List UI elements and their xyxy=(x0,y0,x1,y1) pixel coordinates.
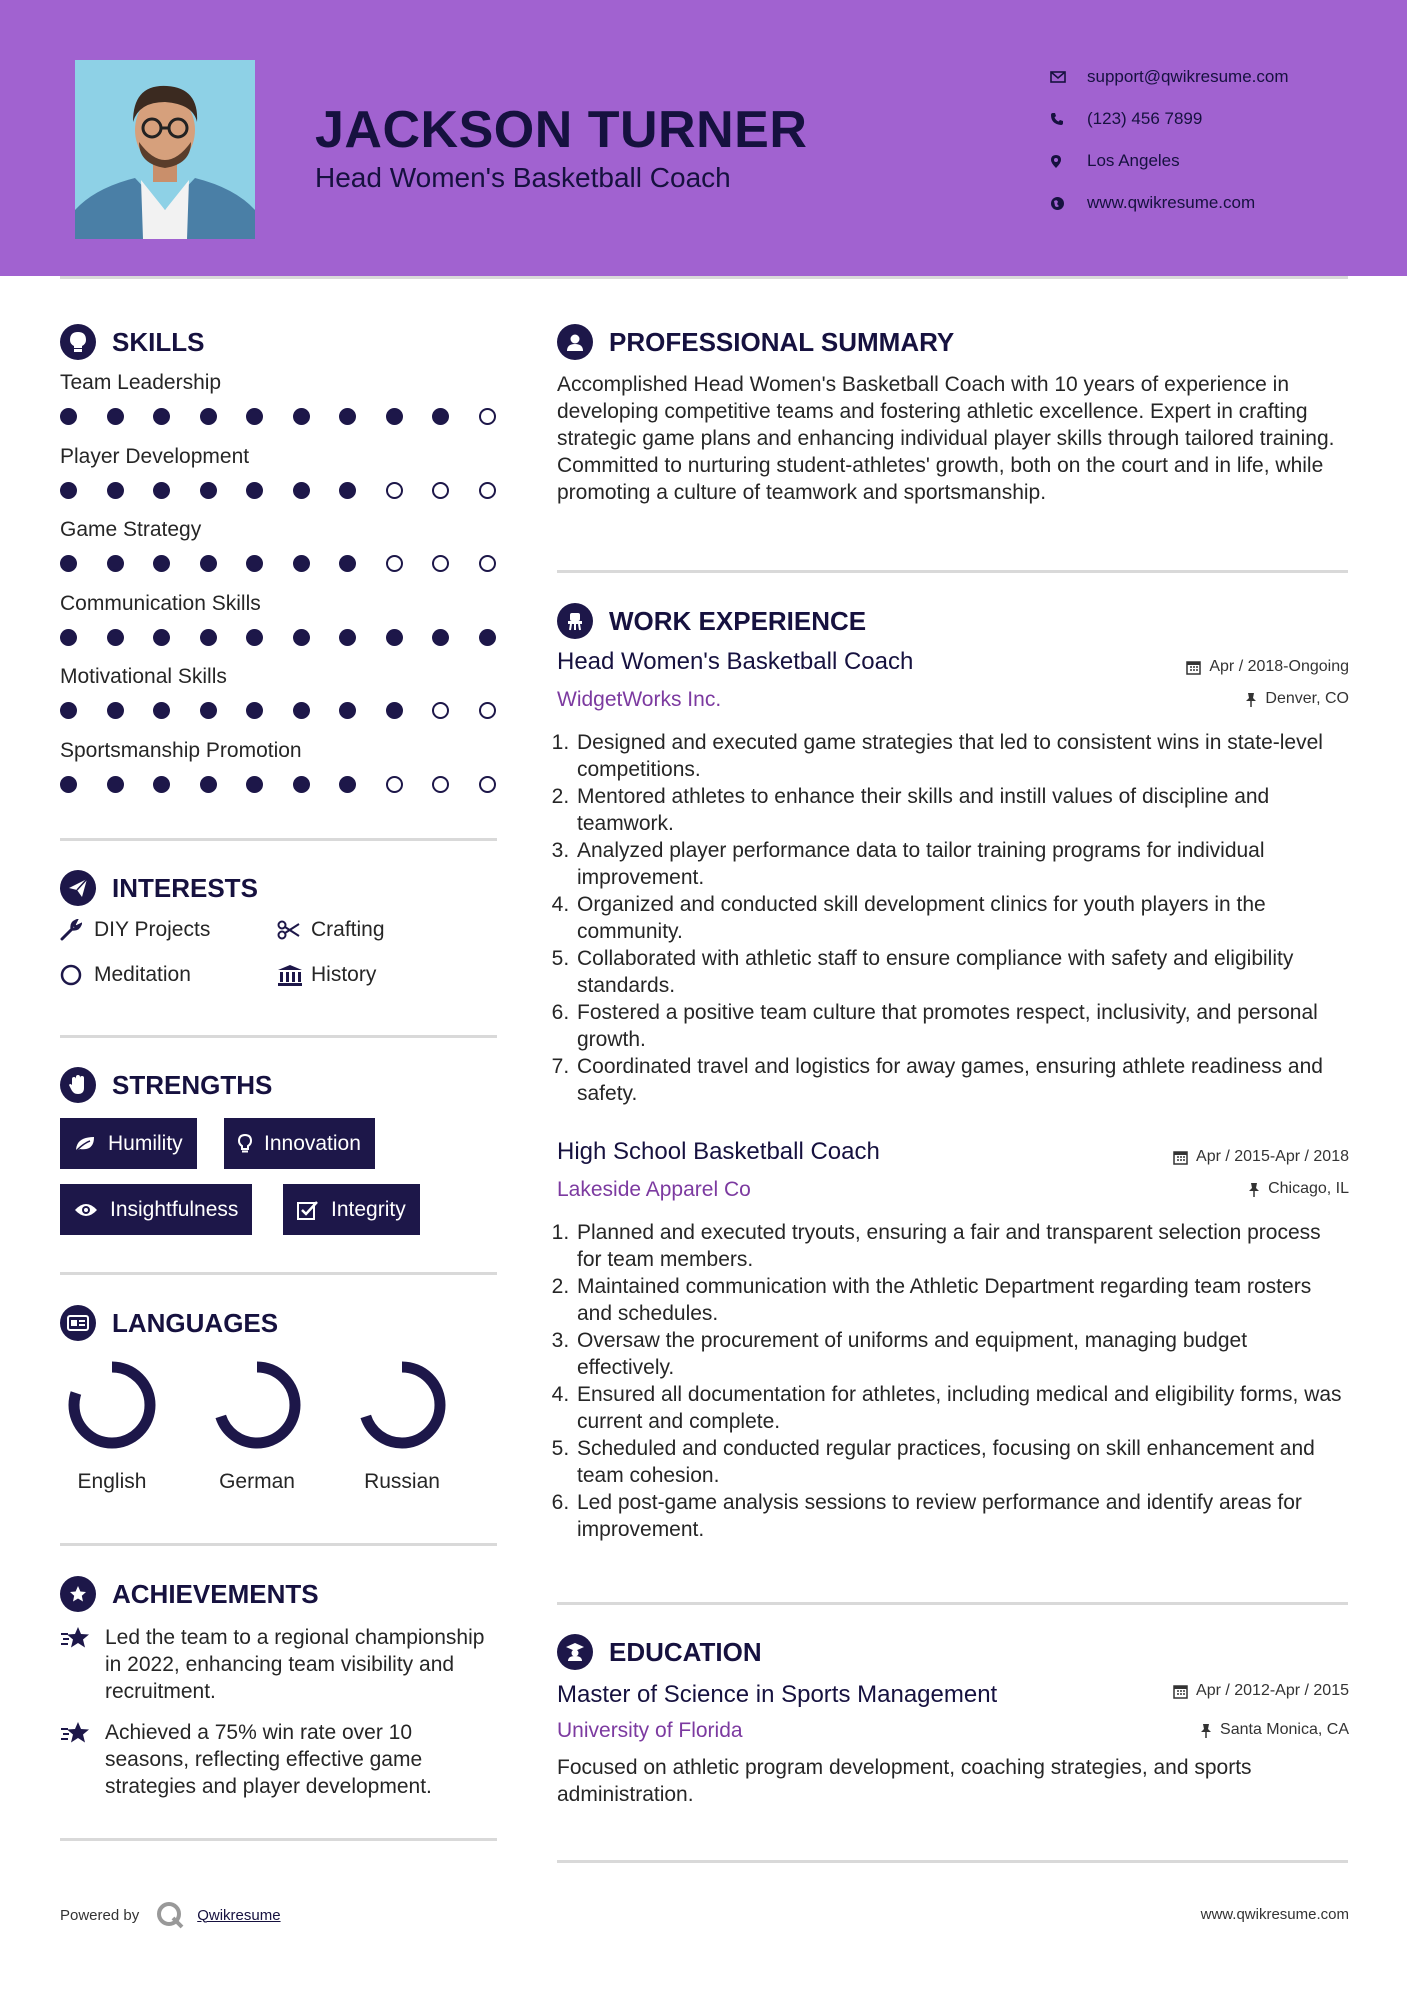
rating-dot-filled xyxy=(60,408,77,425)
responsibility-item: 4. Organized and conducted skill development clinics for youth players in the community. xyxy=(575,891,1345,945)
rating-dot-filled xyxy=(153,482,170,499)
lightbulb-icon xyxy=(60,324,96,360)
job-title: High School Basketball Coach xyxy=(557,1138,880,1165)
user-icon xyxy=(557,324,593,360)
calendar-icon xyxy=(1186,660,1201,675)
resume-header xyxy=(0,0,1407,276)
degree-title: Master of Science in Sports Management xyxy=(557,1681,998,1708)
strengths-divider xyxy=(60,1272,497,1275)
job-company: WidgetWorks Inc. xyxy=(557,688,722,711)
achievement-item: Led the team to a regional championship in 2022, enhancing team visibility and recruitment. xyxy=(60,1624,500,1705)
rating-dot-filled xyxy=(386,702,403,719)
rating-dot-empty xyxy=(479,408,496,425)
rating-dot-filled xyxy=(153,776,170,793)
interests-heading: INTERESTS xyxy=(60,870,258,906)
rating-dot-filled xyxy=(200,555,217,572)
powered-by-text: Powered by xyxy=(60,1906,140,1924)
language-item xyxy=(197,1355,317,1494)
rating-dot-filled xyxy=(339,408,356,425)
skill-rating xyxy=(60,702,525,719)
header-divider xyxy=(60,276,1348,279)
responsibility-item: 2. Maintained communication with the Athletic Department regarding team rosters and schedules. xyxy=(575,1273,1345,1327)
rating-dot-filled xyxy=(339,629,356,646)
contact-block xyxy=(1050,56,1289,224)
scissors-icon xyxy=(277,920,311,940)
summary-divider xyxy=(557,570,1348,573)
rating-dot-filled xyxy=(293,702,310,719)
star-icon xyxy=(60,1624,105,1705)
skills-divider xyxy=(60,838,497,841)
language-progress-ring xyxy=(207,1355,307,1455)
rating-dot-filled xyxy=(246,629,263,646)
rating-dot-empty xyxy=(386,482,403,499)
rating-dot-empty xyxy=(386,555,403,572)
rating-dot-filled xyxy=(339,702,356,719)
strengths-heading: STRENGTHS xyxy=(60,1067,272,1103)
school-name: University of Florida xyxy=(557,1719,743,1742)
footer-powered-by xyxy=(60,1900,281,1930)
eye-icon xyxy=(74,1202,98,1218)
rating-dot-empty xyxy=(432,482,449,499)
pin-icon xyxy=(1245,692,1257,707)
rating-dot-filled xyxy=(200,702,217,719)
education-description: Focused on athletic program development, coaching strategies, and sports administration. xyxy=(557,1756,1252,1806)
strength-integrity: Integrity xyxy=(283,1184,420,1235)
rating-dot-empty xyxy=(479,776,496,793)
interest-history: History xyxy=(277,963,376,987)
contact-email[interactable] xyxy=(1050,56,1289,98)
education-divider xyxy=(557,1860,1348,1863)
skill-rating xyxy=(60,776,525,793)
rating-dot-empty xyxy=(479,555,496,572)
pin-icon xyxy=(1200,1723,1212,1738)
rating-dot-filled xyxy=(60,702,77,719)
responsibility-item: 5. Scheduled and conducted regular practices, focusing on skill enhancement and team cohesion. xyxy=(575,1435,1345,1489)
rating-dot-filled xyxy=(246,482,263,499)
chair-icon xyxy=(557,603,593,639)
responsibility-item: 3. Analyzed player performance data to tailor training programs for individual improvement. xyxy=(575,837,1345,891)
check-square-icon xyxy=(297,1200,319,1220)
map-pin-icon xyxy=(1050,154,1087,169)
rating-dot-filled xyxy=(293,555,310,572)
skill-rating xyxy=(60,555,525,572)
contact-website[interactable] xyxy=(1050,182,1289,224)
graduate-icon xyxy=(557,1634,593,1670)
language-item xyxy=(342,1355,462,1494)
responsibility-item: 3. Oversaw the procurement of uniforms and equipment, managing budget effectively. xyxy=(575,1327,1345,1381)
interest-crafting: Crafting xyxy=(277,918,385,942)
rating-dot-filled xyxy=(60,482,77,499)
qwikresume-logo-icon xyxy=(155,1900,185,1930)
responsibility-item: 1. Designed and executed game strategies that led to consistent wins in state-level competitions. xyxy=(575,729,1345,783)
skill-name: Sportsmanship Promotion xyxy=(60,738,302,762)
circle-icon xyxy=(60,964,94,986)
rating-dot-filled xyxy=(246,702,263,719)
rating-dot-filled xyxy=(153,629,170,646)
contact-phone[interactable] xyxy=(1050,98,1289,140)
paper-plane-icon xyxy=(60,870,96,906)
interests-divider xyxy=(60,1035,497,1038)
responsibility-item: 1. Planned and executed tryouts, ensuring a fair and transparent selection process for team members. xyxy=(575,1219,1345,1273)
interest-meditation: Meditation xyxy=(60,963,191,987)
job-location: Chicago, IL xyxy=(1248,1180,1349,1198)
email-text: support@qwikresume.com xyxy=(1087,67,1289,86)
hand-icon xyxy=(60,1067,96,1103)
contact-location xyxy=(1050,140,1289,182)
education-dates: Apr / 2012-Apr / 2015 xyxy=(1173,1682,1349,1700)
summary-heading: PROFESSIONAL SUMMARY xyxy=(557,324,954,360)
education-location: Santa Monica, CA xyxy=(1200,1721,1349,1739)
museum-icon xyxy=(277,964,311,986)
skill-name: Communication Skills xyxy=(60,591,261,615)
language-item xyxy=(52,1355,172,1494)
location-text: Los Angeles xyxy=(1087,151,1180,170)
rating-dot-filled xyxy=(107,776,124,793)
calendar-icon xyxy=(1173,1684,1188,1699)
candidate-name: JACKSON TURNER xyxy=(315,101,808,159)
envelope-icon xyxy=(1050,71,1087,83)
skill-rating xyxy=(60,408,525,425)
job-company: Lakeside Apparel Co xyxy=(557,1178,751,1201)
rating-dot-filled xyxy=(386,629,403,646)
phone-icon xyxy=(1050,112,1087,126)
language-name: German xyxy=(219,1470,295,1493)
rating-dot-filled xyxy=(293,408,310,425)
job-dates: Apr / 2018-Ongoing xyxy=(1186,658,1349,676)
education-heading: EDUCATION xyxy=(557,1634,762,1670)
rating-dot-filled xyxy=(246,776,263,793)
rating-dot-empty xyxy=(479,482,496,499)
skills-heading: SKILLS xyxy=(60,324,204,360)
language-name: English xyxy=(77,1470,147,1493)
languages-heading: LANGUAGES xyxy=(60,1305,278,1341)
summary-text: Accomplished Head Women's Basketball Coach with 10 years of experience in developing competitive teams and fostering athletic excellence. Expert in crafting strategic game plans and enhancing individual player skills through tailored training. Committed to nurturing student-athletes' growth, both on the court and in life, while promoting a culture of teamwork and sportsmanship. xyxy=(557,373,1335,504)
experience-heading: WORK EXPERIENCE xyxy=(557,603,866,639)
lightbulb-icon xyxy=(238,1134,252,1154)
rating-dot-filled xyxy=(107,482,124,499)
star-icon xyxy=(60,1719,105,1800)
rating-dot-filled xyxy=(153,702,170,719)
achievements-heading: ACHIEVEMENTS xyxy=(60,1576,319,1612)
pin-icon xyxy=(1248,1182,1260,1197)
strength-innovation: Innovation xyxy=(224,1118,375,1169)
rating-dot-filled xyxy=(60,776,77,793)
phone-text: (123) 456 7899 xyxy=(1087,109,1203,128)
job-location: Denver, CO xyxy=(1245,690,1349,708)
language-progress-ring xyxy=(352,1355,452,1455)
responsibility-item: 6. Fostered a positive team culture that promotes respect, inclusivity, and personal growth. xyxy=(575,999,1345,1053)
rating-dot-filled xyxy=(107,555,124,572)
responsibility-item: 4. Ensured all documentation for athletes, including medical and eligibility forms, was current and complete. xyxy=(575,1381,1345,1435)
rating-dot-filled xyxy=(107,629,124,646)
rating-dot-filled xyxy=(200,629,217,646)
rating-dot-empty xyxy=(432,776,449,793)
star-badge-icon xyxy=(60,1576,96,1612)
rating-dot-filled xyxy=(153,555,170,572)
skill-rating xyxy=(60,482,525,499)
rating-dot-empty xyxy=(432,555,449,572)
job-dates: Apr / 2015-Apr / 2018 xyxy=(1173,1148,1349,1166)
rating-dot-filled xyxy=(339,482,356,499)
languages-divider xyxy=(60,1543,497,1546)
leaf-icon xyxy=(74,1135,96,1153)
language-name: Russian xyxy=(364,1470,440,1493)
calendar-icon xyxy=(1173,1150,1188,1165)
language-progress-ring xyxy=(62,1355,162,1455)
rating-dot-filled xyxy=(107,702,124,719)
experience-divider xyxy=(557,1602,1348,1605)
skill-name: Team Leadership xyxy=(60,371,222,394)
rating-dot-filled xyxy=(153,408,170,425)
skill-name: Player Development xyxy=(60,444,250,468)
rating-dot-filled xyxy=(339,555,356,572)
skill-name: Motivational Skills xyxy=(60,665,227,688)
rating-dot-filled xyxy=(200,408,217,425)
rating-dot-filled xyxy=(479,629,496,646)
rating-dot-filled xyxy=(432,408,449,425)
strength-humility: Humility xyxy=(60,1118,197,1169)
footer-website[interactable]: www.qwikresume.com xyxy=(1200,1906,1349,1923)
rating-dot-filled xyxy=(386,408,403,425)
rating-dot-filled xyxy=(432,629,449,646)
job-responsibilities xyxy=(575,729,1345,1107)
rating-dot-empty xyxy=(479,702,496,719)
rating-dot-filled xyxy=(60,555,77,572)
responsibility-item: 5. Collaborated with athletic staff to ensure compliance with safety and eligibility standards. xyxy=(575,945,1345,999)
rating-dot-filled xyxy=(200,776,217,793)
interest-diy-projects: DIY Projects xyxy=(60,918,210,942)
strength-insightfulness: Insightfulness xyxy=(60,1184,252,1235)
job-responsibilities xyxy=(575,1219,1345,1543)
responsibility-item: 7. Coordinated travel and logistics for away games, ensuring athlete readiness and safety. xyxy=(575,1053,1345,1107)
rating-dot-filled xyxy=(293,482,310,499)
website-text: www.qwikresume.com xyxy=(1087,193,1256,212)
achievement-item: Achieved a 75% win rate over 10 seasons, reflecting effective game strategies and player development. xyxy=(60,1719,500,1800)
profile-photo xyxy=(75,60,255,239)
rating-dot-filled xyxy=(200,482,217,499)
qwikresume-link[interactable]: Qwikresume xyxy=(197,1906,281,1924)
rating-dot-filled xyxy=(293,776,310,793)
rating-dot-empty xyxy=(432,702,449,719)
rating-dot-filled xyxy=(246,555,263,572)
rating-dot-filled xyxy=(107,408,124,425)
skill-name: Game Strategy xyxy=(60,518,202,541)
wrench-icon xyxy=(60,919,94,941)
globe-icon xyxy=(1050,196,1087,211)
id-card-icon xyxy=(60,1305,96,1341)
rating-dot-filled xyxy=(60,629,77,646)
job-title: Head Women's Basketball Coach xyxy=(557,648,914,675)
rating-dot-filled xyxy=(293,629,310,646)
rating-dot-empty xyxy=(386,776,403,793)
candidate-role: Head Women's Basketball Coach xyxy=(315,162,731,193)
rating-dot-filled xyxy=(339,776,356,793)
responsibility-item: 6. Led post-game analysis sessions to review performance and identify areas for improvement. xyxy=(575,1489,1345,1543)
skill-rating xyxy=(60,629,525,646)
responsibility-item: 2. Mentored athletes to enhance their skills and instill values of discipline and teamwork. xyxy=(575,783,1345,837)
rating-dot-filled xyxy=(246,408,263,425)
achievements-divider xyxy=(60,1838,497,1841)
